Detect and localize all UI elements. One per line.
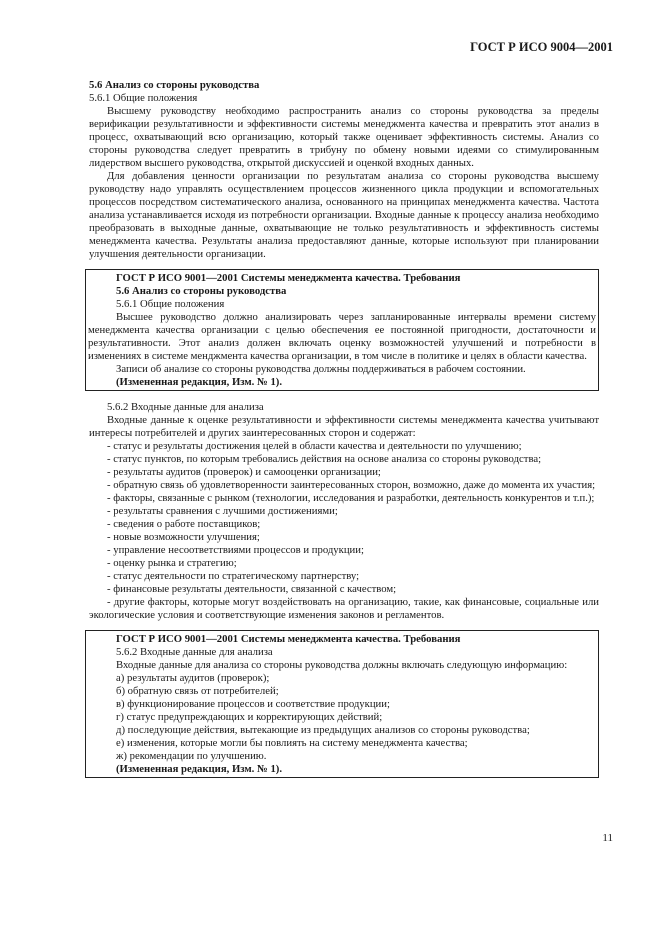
box-paragraph: Входные данные для анализа со стороны руководства должны включать следующую информацию:	[116, 659, 568, 671]
paragraph: Для добавления ценности организации по результатам анализа со стороны руководства высшему руководству надо управлять осуществлением процессов жизненного цикла продукции и вспомогательных процессов посредством систематического анализа, основанного на принципах менеджмента качества. Частота анализа устанавливается исходя из потребности организации. Входные данные к процессу анализа необходимо преобразовать в выходные данные, охватывающие не только результативность и эффективность системы менеджмента качества. Результаты анализа предоставляют данные, которые используют при планировании улучшения деятельности организации.	[89, 170, 599, 260]
edit-note: (Измененная редакция, Изм. № 1).	[116, 376, 283, 388]
box-title: ГОСТ Р ИСО 9001—2001 Системы менеджмента качества. Требования	[116, 633, 461, 645]
list-item: в) функционирование процессов и соответствие продукции;	[116, 698, 390, 710]
list-item: - управление несоответствиями процессов и продукции;	[107, 544, 364, 556]
list-item: - оценку рынка и стратегию;	[107, 557, 237, 569]
list-item: е) изменения, которые могли бы повлиять на систему менеджмента качества;	[116, 737, 468, 749]
box-subheading: 5.6.1 Общие положения	[116, 298, 225, 310]
box-paragraph: Записи об анализе со стороны руководства должны поддерживаться в рабочем состоянии.	[116, 363, 526, 375]
paragraph: Входные данные к оценке результативности и эффективности системы менеджмента качества учитывают интересы потребителей и других заинтересованных сторон и содержат:	[89, 414, 599, 439]
page-content	[89, 79, 599, 788]
edit-note: (Измененная редакция, Изм. № 1).	[116, 763, 283, 775]
paragraph: Высшему руководству необходимо распространить анализ со стороны руководства за пределы верификации результативности и эффективности системы менеджмента качества и превратить этот анализ в процесс, охватывающий всю организацию, который также оценивает эффективность системы. Анализ со стороны руководства следует превратить в трибуну по обмену новыми идеями со стимулированным лидерством высшего руководства, открытой дискуссией и оценкой входных данных.	[89, 105, 599, 169]
box-subheading: 5.6.2 Входные данные для анализа	[116, 646, 273, 658]
subsection-heading: 5.6.2 Входные данные для анализа	[107, 401, 264, 413]
box-title: ГОСТ Р ИСО 9001—2001 Системы менеджмента качества. Требования	[116, 272, 461, 284]
list-item: ж) рекомендации по улучшению.	[116, 750, 267, 762]
subsection-heading: 5.6.1 Общие положения	[89, 92, 198, 104]
quoted-standard-box	[85, 630, 599, 778]
list-item: д) последующие действия, вытекающие из предыдущих анализов со стороны руководства;	[116, 724, 530, 736]
list-item: - статус деятельности по стратегическому партнерству;	[107, 570, 360, 582]
list-item: - результаты аудитов (проверок) и самооценки организации;	[107, 466, 381, 478]
list-item: - статус пунктов, по которым требовались действия на основе анализа со стороны руководства;	[107, 453, 542, 465]
list-item: - другие факторы, которые могут воздействовать на организацию, такие, как финансовые, социальные или экологические условия и соответствующие изменения законов и регламентов.	[89, 596, 599, 621]
list-item: г) статус предупреждающих и корректирующих действий;	[116, 711, 383, 723]
quoted-standard-box	[85, 269, 599, 391]
section-heading: 5.6 Анализ со стороны руководства	[89, 79, 260, 91]
box-paragraph: Высшее руководство должно анализировать через запланированные интервалы времени систему менеджмента качества организации с целью обеспечения ее постоянной пригодности, достаточности и результативности. Этот анализ должен включать оценку возможностей улучшений и потребности в изменениях в системе менджмента качества организации, в том числе в политике и целях в области качества.	[88, 311, 596, 362]
list-item: - обратную связь об удовлетворенности заинтересованных сторон, возможно, даже до момента их участия;	[107, 479, 596, 491]
list-item: - финансовые результаты деятельности, связанной с качеством;	[107, 583, 397, 595]
list-item: а) результаты аудитов (проверок);	[116, 672, 270, 684]
list-item: - результаты сравнения с лучшими достижениями;	[107, 505, 338, 517]
list-item: - статус и результаты достижения целей в области качества и деятельности по улучшению;	[107, 440, 522, 452]
list-item: - новые возможности улучшения;	[107, 531, 260, 543]
page-number: 11	[602, 832, 613, 844]
input-list	[89, 440, 599, 622]
box-heading: 5.6 Анализ со стороны руководства	[116, 285, 287, 297]
list-item: - сведения о работе поставщиков;	[107, 518, 261, 530]
list-item: б) обратную связь от потребителей;	[116, 685, 279, 697]
page-header: ГОСТ Р ИСО 9004—2001	[470, 40, 613, 54]
list-item: - факторы, связанные с рынком (технологии, исследования и разработки, деятельность конкурентов и т.п.);	[107, 492, 595, 504]
